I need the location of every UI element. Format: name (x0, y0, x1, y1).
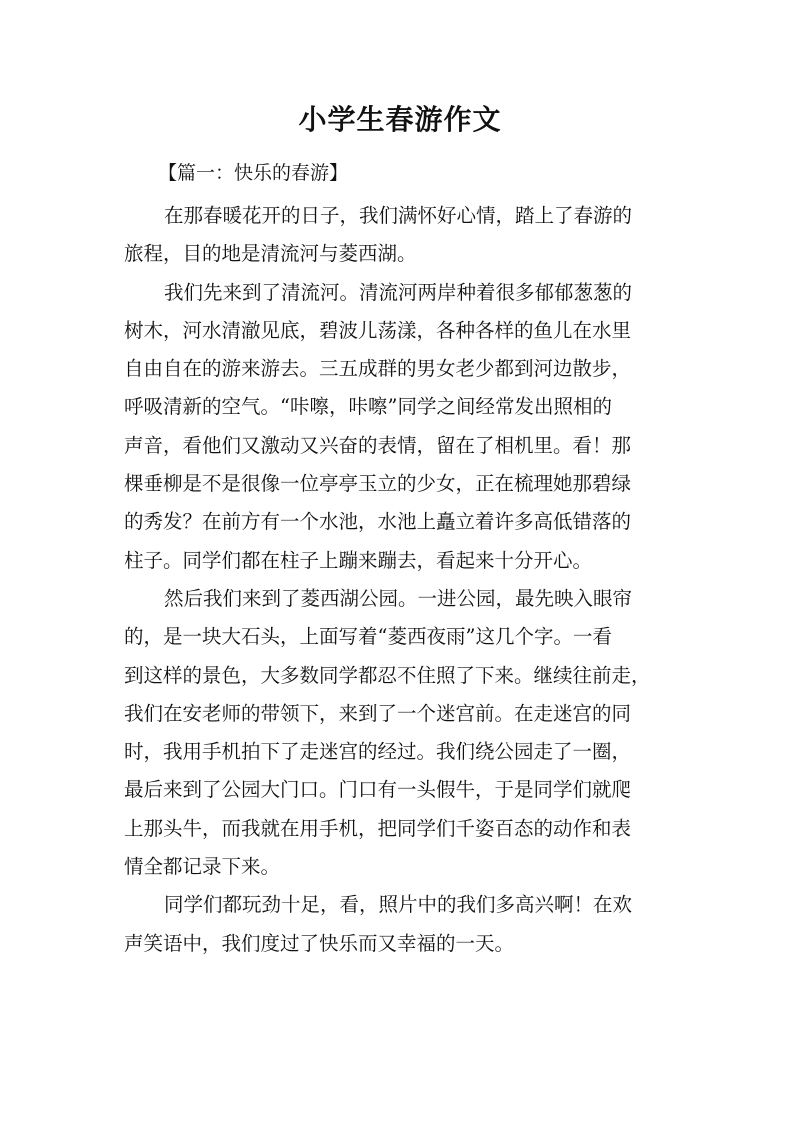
text-line: 棵垂柳是不是很像一位亭亭玉立的少女，正在梳理她那碧绿 (124, 472, 632, 496)
document-title: 小学生春游作文 (298, 103, 502, 136)
text-line: 同学们都玩劲十足，看，照片中的我们多高兴啊！在欢 (164, 893, 633, 917)
text-line: 到这样的景色，大多数同学都忍不住照了下来。继续往前走， (124, 663, 651, 687)
paragraph-3 (124, 580, 684, 886)
text-line: 我们先来到了清流河。清流河两岸种着很多郁郁葱葱的 (164, 280, 633, 304)
text-line: 上那头牛，而我就在用手机，把同学们千姿百态的动作和表 (124, 816, 632, 840)
text-line: 时，我用手机拍下了走迷宫的经过。我们绕公园走了一圈， (124, 740, 632, 764)
text-line: 自由自在的游来游去。三五成群的男女老少都到河边散步， (124, 357, 632, 381)
text-line: 旅程，目的地是清流河与菱西湖。 (124, 242, 417, 266)
paragraph-4 (124, 886, 684, 963)
paragraph-1 (124, 197, 684, 274)
text-line: 的，是一块大石头，上面写着“菱西夜雨”这几个字。一看 (124, 625, 612, 649)
text-line: 树木，河水清澈见底，碧波儿荡漾，各种各样的鱼儿在水里 (124, 318, 632, 342)
section-heading: 【篇一：快乐的春游】 (158, 162, 349, 184)
text-line: 柱子。同学们都在柱子上蹦来蹦去，看起来十分开心。 (124, 548, 593, 572)
document-body (124, 197, 684, 963)
text-line: 我们在安老师的带领下，来到了一个迷宫前。在走迷宫的同 (124, 701, 632, 725)
paragraph-2 (124, 274, 684, 580)
text-line: 声笑语中，我们度过了快乐而又幸福的一天。 (124, 931, 515, 955)
text-line: 然后我们来到了菱西湖公园。一进公园，最先映入眼帘 (164, 586, 633, 610)
text-line: 的秀发？在前方有一个水池，水池上矗立着许多高低错落的 (124, 510, 632, 534)
text-line: 情全都记录下来。 (124, 855, 281, 879)
text-line: 声音，看他们又激动又兴奋的表情，留在了相机里。看！那 (124, 433, 632, 457)
text-line: 呼吸清新的空气。“咔嚓，咔嚓”同学之间经常发出照相的 (124, 395, 612, 419)
text-line: 在那春暖花开的日子，我们满怀好心情，踏上了春游的 (164, 204, 633, 227)
text-line: 最后来到了公园大门口。门口有一头假牛，于是同学们就爬 (124, 778, 632, 802)
